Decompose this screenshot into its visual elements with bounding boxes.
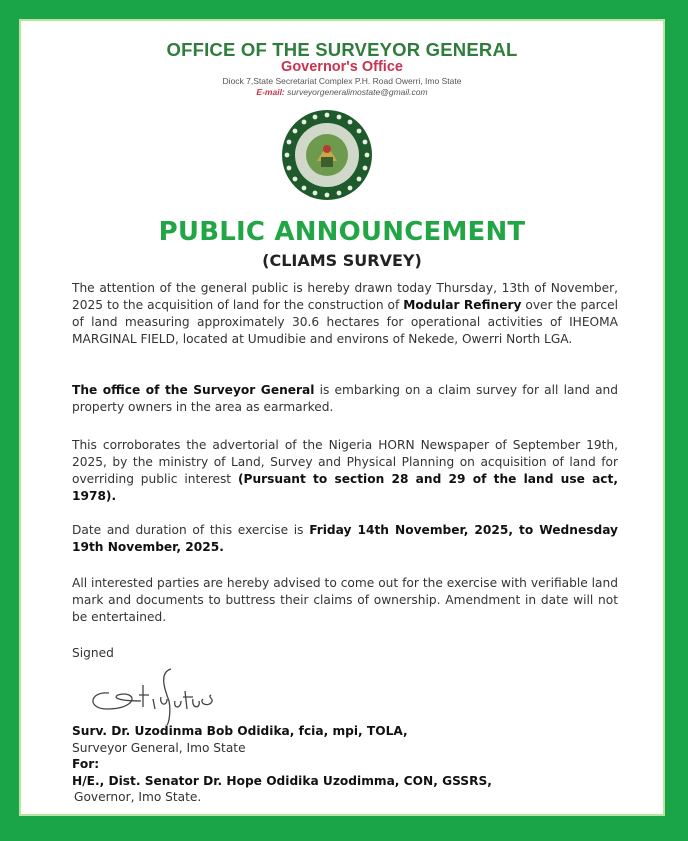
bold-text: Friday 14th November, 2025, to Wednesday 19th November, 2025. — [72, 523, 618, 554]
paragraph-acquisition — [72, 280, 618, 348]
paragraph-advertorial — [72, 437, 618, 505]
governors-office-subheading: Governor's Office — [281, 59, 403, 75]
signatory-block — [72, 723, 492, 806]
announcement-subtitle: (CLIAMS SURVEY) — [262, 251, 422, 270]
email-label: E-mail: — [256, 87, 285, 97]
paragraph-advice: All interested parties are hereby advised to come out for the exercise with verifiable land mark and documents to buttress their claims of ownership. Amendment in date will not be entertained. — [72, 576, 618, 624]
office-email-line — [19, 87, 665, 97]
text: over the parcel of land measuring approximately 30.6 hectares for operational activities of IHEOMA MARGINAL FIELD, located at Umudibie and environs of Nekede, Owerri North LGA. — [72, 298, 618, 346]
bold-text: Modular Refinery — [403, 298, 522, 312]
for-label: For: — [72, 757, 100, 771]
document-page — [19, 19, 665, 816]
imo-state-seal-icon — [281, 109, 373, 201]
announcement-title: PUBLIC ANNOUNCEMENT — [158, 217, 526, 247]
text: This corroborates the advertorial of the Nigeria HORN Newspaper of September 19th, 2025, by the ministry of Land, Survey and Physical Planning on acquisition of land for overriding public interest — [72, 438, 618, 486]
signatory-role: Surveyor General, Imo State — [72, 740, 246, 755]
handwritten-signature-icon — [79, 665, 229, 725]
text: is embarking on a claim survey for all land and property owners in the area as earmarked. — [72, 383, 618, 414]
signed-label: Signed — [72, 646, 114, 660]
signatory-name: Surv. Dr. Uzodinma Bob Odidika, fcia, mpi, TOLA, — [72, 724, 408, 738]
bold-text: (Pursuant to section 28 and 29 of the land use act, 1978). — [72, 472, 618, 503]
principal-name: H/E., Dist. Senator Dr. Hope Odidika Uzodimma, CON, GSSRS, — [72, 773, 492, 788]
principal-role: Governor, Imo State. — [74, 790, 202, 804]
text: Date and duration of this exercise is — [72, 523, 310, 537]
paragraph-claim-survey — [72, 382, 618, 416]
bold-text: The office of the Surveyor General — [72, 383, 315, 397]
text: The attention of the general public is hereby drawn today Thursday, 13th of November, 2025 to the acquisition of land for the construction of — [72, 281, 618, 312]
email-address: surveyorgeneralimostate@gmail.com — [287, 87, 428, 97]
paragraph-dates — [72, 522, 618, 556]
office-heading: OFFICE OF THE SURVEYOR GENERAL — [166, 39, 518, 60]
office-address: Diock 7,State Secretariat Complex P.H. Road Owerri, Imo State — [222, 76, 462, 86]
